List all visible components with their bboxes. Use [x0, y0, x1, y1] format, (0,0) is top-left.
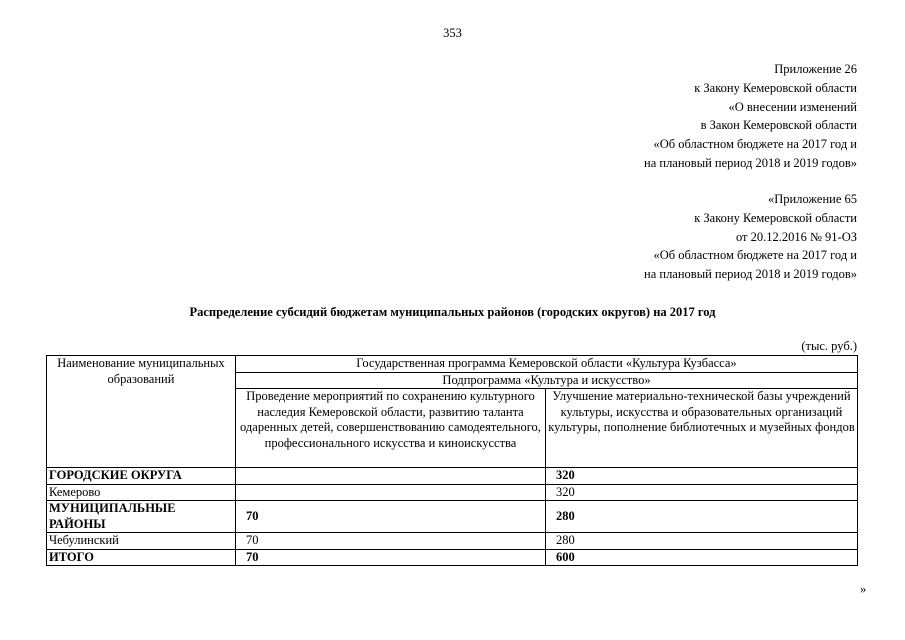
appendix-line: «Об областном бюджете на 2017 год и: [653, 137, 857, 152]
closing-quote: »: [860, 582, 867, 596]
appendix-line: к Закону Кемеровской области: [694, 210, 857, 225]
row-name: Чебулинский: [47, 533, 236, 550]
appendix-line: от 20.12.2016 № 91-ОЗ: [735, 229, 857, 244]
row-name: МУНИЦИПАЛЬНЫЕ РАЙОНЫ: [47, 501, 236, 533]
table-row: [47, 533, 858, 550]
table-row: [47, 501, 858, 533]
row-value-a: 70: [236, 549, 546, 566]
row-value-b: 280: [546, 533, 858, 550]
appendix-line: «О внесении изменений: [728, 99, 857, 114]
table-row: [47, 484, 858, 501]
units-label: (тыс. руб.): [801, 339, 857, 353]
header-subprogram: Подпрограмма «Культура и искусство»: [236, 372, 858, 389]
appendix-line: «Приложение 65: [768, 192, 857, 206]
appendix-65-header: [644, 190, 857, 284]
row-value-a: [236, 468, 546, 485]
header-column-material-base: Улучшение материально-технической базы учреждений культуры, искусства и образовательных организаций культуры, пополнение библиотечных и музейных фондов: [546, 389, 858, 468]
row-name: ИТОГО: [47, 549, 236, 566]
row-value-b: 320: [546, 468, 858, 485]
header-column-heritage: Проведение мероприятий по сохранению культурного наследия Кемеровской области, развитию таланта одаренных детей, совершенствованию самодеятельного, профессионального искусства и киноискусства: [236, 389, 546, 468]
row-value-a: 70: [236, 501, 546, 533]
appendix-line: к Закону Кемеровской области: [694, 80, 857, 95]
appendix-line: «Об областном бюджете на 2017 год и: [653, 248, 857, 263]
row-value-b: 600: [546, 549, 858, 566]
row-value-b: 280: [546, 501, 858, 533]
appendix-line: на плановый период 2018 и 2019 годов»: [644, 155, 857, 170]
appendix-26-header: [644, 60, 857, 173]
row-value-a: 70: [236, 533, 546, 550]
appendix-line: Приложение 26: [774, 62, 857, 76]
row-name: ГОРОДСКИЕ ОКРУГА: [47, 468, 236, 485]
row-name: Кемерово: [47, 484, 236, 501]
table-header-row: [47, 356, 858, 373]
appendix-line: в Закон Кемеровской области: [700, 118, 857, 133]
subsidy-table: [46, 355, 858, 566]
appendix-line: на плановый период 2018 и 2019 годов»: [644, 267, 857, 282]
table-row: [47, 468, 858, 485]
document-title: Распределение субсидий бюджетам муниципальных районов (городских округов) на 2017 год: [189, 305, 716, 319]
table-row: [47, 549, 858, 566]
page-number: 353: [443, 26, 462, 40]
row-value-b: 320: [546, 484, 858, 501]
header-municipality: Наименование муниципальных образований: [47, 356, 236, 468]
header-state-program: Государственная программа Кемеровской области «Культура Кузбасса»: [236, 356, 858, 373]
row-value-a: [236, 484, 546, 501]
